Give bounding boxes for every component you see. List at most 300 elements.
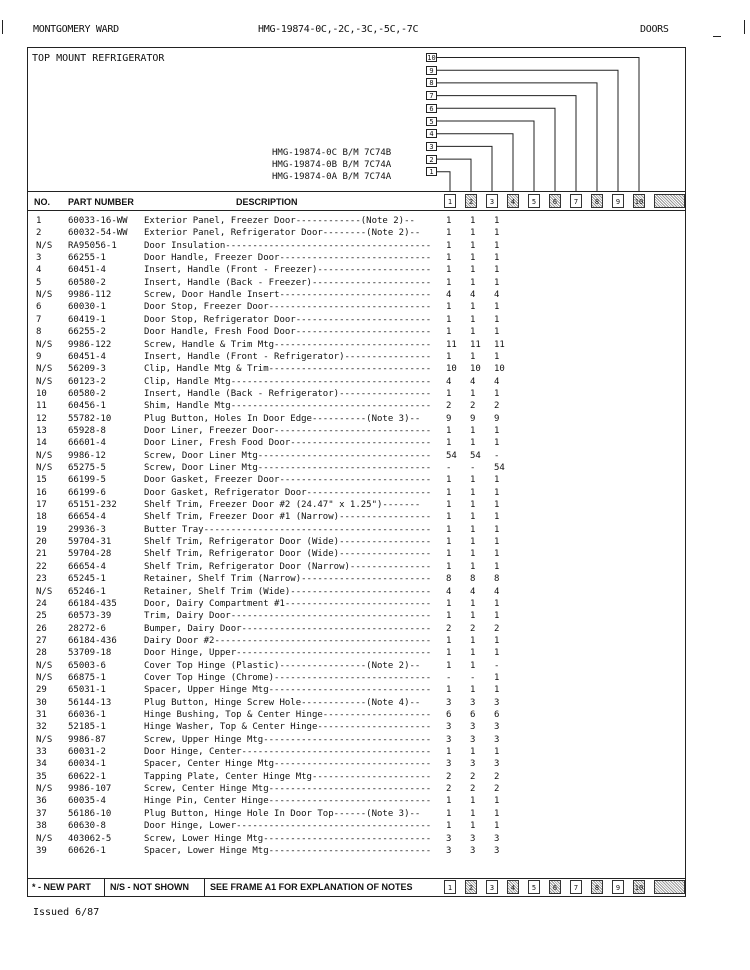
column-leader-line <box>437 121 534 191</box>
bom-label-0c: HMG-19874-0C B/M 7C74B <box>272 148 392 158</box>
item-number: N/S <box>36 339 53 350</box>
qty-col-3: 1 <box>494 808 500 819</box>
item-number: 22 <box>36 561 47 572</box>
not-shown-legend: N/S - NOT SHOWN <box>110 882 189 892</box>
qty-col-3: 1 <box>494 598 500 609</box>
qty-col-2: 1 <box>470 425 476 436</box>
table-row <box>28 624 685 634</box>
qty-col-2: 1 <box>470 635 476 646</box>
table-row <box>28 216 685 226</box>
qty-col-2: 8 <box>470 574 476 585</box>
qty-col-3: 8 <box>494 574 500 585</box>
item-number: 9 <box>36 351 42 362</box>
qty-col-3: 9 <box>494 413 500 424</box>
qty-col-3: 1 <box>494 796 500 807</box>
col-header-no: NO. <box>34 197 51 207</box>
qty-col-3: 1 <box>494 475 500 486</box>
qty-col-2: 1 <box>470 327 476 338</box>
column-number-box: 2 <box>426 155 437 164</box>
table-row <box>28 438 685 448</box>
description: Butter Tray------------------------------------------ <box>144 524 432 535</box>
description: Shelf Trim, Refrigerator Door (Wide)----------------- <box>144 537 432 548</box>
part-number: 53709-18 <box>68 648 112 659</box>
col-header-part-number: PART NUMBER <box>68 197 134 207</box>
table-row <box>28 722 685 732</box>
qty-col-3: 4 <box>494 376 500 387</box>
description: Spacer, Center Hinge Mtg----------------------------- <box>144 759 432 770</box>
item-number: 39 <box>36 845 47 856</box>
qty-col-2: 1 <box>470 216 476 226</box>
table-row <box>28 698 685 708</box>
part-number: 59704-31 <box>68 537 112 548</box>
part-number: 66654-4 <box>68 561 106 572</box>
item-number: 29 <box>36 685 47 696</box>
column-leader-line <box>437 83 597 191</box>
part-number: 65003-6 <box>68 660 106 671</box>
qty-col-2: 1 <box>470 487 476 498</box>
qty-col-3: 1 <box>494 277 500 288</box>
table-row <box>28 710 685 720</box>
qty-col-3: 1 <box>494 216 500 226</box>
qty-col-1: 3 <box>446 734 452 745</box>
qty-col-2: 1 <box>470 500 476 511</box>
description: Screw, Center Hinge Mtg------------------------------ <box>144 784 432 795</box>
column-leader-line <box>437 172 450 191</box>
qty-col-3: 6 <box>494 710 500 720</box>
description: Shelf Trim, Freezer Door #2 (24.47" x 1.25")------- <box>144 500 421 511</box>
description: Dairy Door #2---------------------------------------- <box>144 635 432 646</box>
table-row <box>28 241 685 251</box>
part-number: 60451-4 <box>68 351 106 362</box>
item-number: 6 <box>36 302 42 313</box>
column-number-cell: 10 <box>633 880 645 894</box>
part-number: 55782-10 <box>68 413 112 424</box>
part-number: RA95056-1 <box>68 240 117 251</box>
qty-col-1: - <box>446 672 452 683</box>
table-row <box>28 611 685 621</box>
table-row <box>28 414 685 424</box>
table-row <box>28 315 685 325</box>
description: Shelf Trim, Freezer Door #1 (Narrow)----------------- <box>144 512 432 523</box>
qty-col-3: 1 <box>494 240 500 251</box>
table-row <box>28 253 685 263</box>
column-number-box: 9 <box>426 66 437 75</box>
qty-col-1: 1 <box>446 549 452 560</box>
description: Door Stop, Refrigerator Door------------------------- <box>144 314 432 325</box>
qty-col-1: 1 <box>446 500 452 511</box>
description: Clip, Handle Mtg------------------------------------- <box>144 376 432 387</box>
item-number: 30 <box>36 697 47 708</box>
item-number: 1 <box>36 216 42 226</box>
qty-col-2: 10 <box>470 364 481 375</box>
part-number: 59704-28 <box>68 549 112 560</box>
column-filler-cell <box>654 880 685 894</box>
qty-col-2: 1 <box>470 821 476 832</box>
column-number-cell: 4 <box>507 880 519 894</box>
qty-col-2: 2 <box>470 784 476 795</box>
table-row <box>28 562 685 572</box>
qty-col-2: 1 <box>470 648 476 659</box>
qty-col-3: 1 <box>494 302 500 313</box>
column-number-box: 3 <box>426 142 437 151</box>
qty-col-2: 1 <box>470 685 476 696</box>
qty-col-2: 1 <box>470 660 476 671</box>
description: Spacer, Upper Hinge Mtg------------------------------ <box>144 685 432 696</box>
item-number: 15 <box>36 475 47 486</box>
table-row <box>28 661 685 671</box>
table-row <box>28 599 685 609</box>
part-number: 65245-1 <box>68 574 106 585</box>
page-edge-mark <box>2 20 3 34</box>
table-row <box>28 228 685 238</box>
item-number: 14 <box>36 438 47 449</box>
description: Door Gasket, Freezer Door---------------------------- <box>144 475 432 486</box>
qty-col-2: 1 <box>470 549 476 560</box>
qty-col-2: 1 <box>470 302 476 313</box>
qty-col-1: 1 <box>446 821 452 832</box>
part-number: 60626-1 <box>68 845 106 856</box>
qty-col-1: - <box>446 463 452 473</box>
part-number: 60032-54-WW <box>68 228 128 239</box>
table-row <box>28 512 685 522</box>
item-number: 31 <box>36 710 47 720</box>
part-number: 56209-3 <box>68 364 106 375</box>
item-number: 26 <box>36 623 47 634</box>
part-number: 60035-4 <box>68 796 106 807</box>
item-number: 2 <box>36 228 42 239</box>
part-number: 60031-2 <box>68 747 106 758</box>
issued-date: Issued 6/87 <box>33 907 100 918</box>
item-number: 12 <box>36 413 47 424</box>
qty-col-2: 1 <box>470 240 476 251</box>
item-number: 10 <box>36 388 47 399</box>
column-number-cell: 7 <box>570 880 582 894</box>
qty-col-3: 3 <box>494 845 500 856</box>
item-number: N/S <box>36 784 53 795</box>
description: Shim, Handle Mtg------------------------------------- <box>144 401 432 412</box>
qty-col-1: 1 <box>446 611 452 622</box>
qty-col-3: 11 <box>494 339 505 350</box>
qty-col-3: 1 <box>494 524 500 535</box>
qty-col-1: 1 <box>446 537 452 548</box>
qty-col-2: 1 <box>470 524 476 535</box>
table-row <box>28 525 685 535</box>
column-leader-line <box>437 134 513 191</box>
qty-col-3: 54 <box>494 463 505 473</box>
qty-col-2: 1 <box>470 561 476 572</box>
table-row <box>28 488 685 498</box>
item-number: 20 <box>36 537 47 548</box>
description: Screw, Door Handle Insert---------------------------- <box>144 290 432 301</box>
table-row <box>28 784 685 794</box>
qty-col-3: 3 <box>494 833 500 844</box>
qty-col-3: 1 <box>494 314 500 325</box>
part-number: 66199-6 <box>68 487 106 498</box>
description: Door, Dairy Compartment #1--------------------------- <box>144 598 432 609</box>
description: Insert, Handle (Back - Freezer)---------------------- <box>144 277 432 288</box>
bom-label-0b: HMG-19874-0B B/M 7C74A <box>272 160 392 170</box>
item-number: 35 <box>36 771 47 782</box>
item-number: 37 <box>36 808 47 819</box>
column-number-box: 5 <box>426 117 437 126</box>
item-number: 7 <box>36 314 42 325</box>
item-number: 27 <box>36 635 47 646</box>
description: Door Handle, Freezer Door---------------------------- <box>144 253 432 264</box>
footer-legend <box>28 878 685 896</box>
column-number-cell: 2 <box>465 194 477 208</box>
qty-col-2: 1 <box>470 598 476 609</box>
part-number: 66184-436 <box>68 635 117 646</box>
part-number: 60033-16-WW <box>68 216 128 226</box>
model-code-label: HMG-19874-0C,-2C,-3C,-5C,-7C <box>258 24 419 35</box>
qty-col-3: 1 <box>494 537 500 548</box>
qty-col-2: 1 <box>470 796 476 807</box>
table-row <box>28 821 685 831</box>
qty-col-1: 1 <box>446 648 452 659</box>
column-leader-line <box>437 58 639 192</box>
qty-col-1: 2 <box>446 623 452 634</box>
qty-col-3: 1 <box>494 425 500 436</box>
part-number: 60030-1 <box>68 302 106 313</box>
table-row <box>28 500 685 510</box>
qty-col-1: 2 <box>446 401 452 412</box>
qty-col-2: 1 <box>470 475 476 486</box>
item-number: 36 <box>36 796 47 807</box>
frame-title: TOP MOUNT REFRIGERATOR <box>32 53 165 64</box>
new-part-legend: * - NEW PART <box>32 882 91 892</box>
qty-col-1: 6 <box>446 710 452 720</box>
item-number: N/S <box>36 660 53 671</box>
description: Door Hinge, Upper------------------------------------ <box>144 648 432 659</box>
table-row <box>28 265 685 275</box>
qty-col-3: 1 <box>494 821 500 832</box>
part-number: 60573-39 <box>68 611 112 622</box>
qty-col-3: 3 <box>494 734 500 745</box>
description: Door Liner, Freezer Door----------------------------- <box>144 425 432 436</box>
qty-col-1: 2 <box>446 771 452 782</box>
qty-col-3: 1 <box>494 253 500 264</box>
qty-col-3: 1 <box>494 685 500 696</box>
description: Door Insulation-------------------------------------- <box>144 240 432 251</box>
column-number-cell: 2 <box>465 880 477 894</box>
table-row <box>28 796 685 806</box>
description: Hinge Bushing, Top & Center Hinge-------------------- <box>144 710 432 720</box>
qty-col-1: 9 <box>446 413 452 424</box>
part-number: 60622-1 <box>68 771 106 782</box>
item-number: 16 <box>36 487 47 498</box>
qty-col-2: 11 <box>470 339 481 350</box>
part-number: 9986-122 <box>68 339 112 350</box>
qty-col-2: 9 <box>470 413 476 424</box>
qty-col-1: 1 <box>446 240 452 251</box>
description: Plug Button, Hinge Hole In Door Top------(Note 3)-- <box>144 808 421 819</box>
qty-col-1: 4 <box>446 290 452 301</box>
qty-col-2: 54 <box>470 450 481 461</box>
table-row <box>28 549 685 559</box>
description: Insert, Handle (Back - Refrigerator)----------------- <box>144 388 432 399</box>
qty-col-1: 1 <box>446 438 452 449</box>
description: Spacer, Lower Hinge Mtg------------------------------ <box>144 845 432 856</box>
qty-col-3: 1 <box>494 327 500 338</box>
table-row <box>28 587 685 597</box>
qty-col-2: 1 <box>470 265 476 276</box>
qty-col-1: 1 <box>446 351 452 362</box>
part-number: 28272-6 <box>68 623 106 634</box>
description: Door Gasket, Refrigerator Door----------------------- <box>144 487 432 498</box>
qty-col-2: 4 <box>470 586 476 597</box>
description: Shelf Trim, Refrigerator Door (Wide)----------------- <box>144 549 432 560</box>
qty-col-3: 10 <box>494 364 505 375</box>
part-number: 66601-4 <box>68 438 106 449</box>
qty-col-2: 3 <box>470 759 476 770</box>
qty-col-3: 1 <box>494 648 500 659</box>
qty-col-2: 6 <box>470 710 476 720</box>
part-number: 60456-1 <box>68 401 106 412</box>
qty-col-2: 3 <box>470 845 476 856</box>
description: Cover Top Hinge (Chrome)----------------------------- <box>144 672 432 683</box>
brand-label: MONTGOMERY WARD <box>33 24 119 35</box>
table-row <box>28 574 685 584</box>
description: Insert, Handle (Front - Refrigerator)---------------- <box>144 351 432 362</box>
description: Door Hinge, Lower------------------------------------ <box>144 821 432 832</box>
item-number: 19 <box>36 524 47 535</box>
table-row <box>28 463 685 473</box>
part-number: 60451-4 <box>68 265 106 276</box>
qty-col-2: 2 <box>470 771 476 782</box>
qty-col-3: 1 <box>494 512 500 523</box>
item-number: 8 <box>36 327 42 338</box>
qty-col-2: 1 <box>470 253 476 264</box>
qty-col-1: 1 <box>446 314 452 325</box>
qty-col-1: 3 <box>446 833 452 844</box>
qty-col-3: 1 <box>494 635 500 646</box>
column-number-cell: 8 <box>591 194 603 208</box>
qty-col-1: 1 <box>446 524 452 535</box>
column-number-box: 10 <box>427 54 436 62</box>
column-number-cell: 6 <box>549 194 561 208</box>
item-number: N/S <box>36 376 53 387</box>
item-number: N/S <box>36 240 53 251</box>
part-number: 66255-1 <box>68 253 106 264</box>
column-number-box: 6 <box>426 104 437 113</box>
table-row <box>28 364 685 374</box>
qty-col-1: 1 <box>446 487 452 498</box>
item-number: 13 <box>36 425 47 436</box>
part-number: 9986-12 <box>68 450 106 461</box>
qty-col-1: 1 <box>446 425 452 436</box>
footer-divider <box>104 879 105 896</box>
description: Screw, Door Liner Mtg-------------------------------- <box>144 463 432 473</box>
col-header-description: DESCRIPTION <box>236 197 298 207</box>
qty-col-3: 1 <box>494 388 500 399</box>
qty-col-1: 1 <box>446 265 452 276</box>
qty-col-3: 3 <box>494 697 500 708</box>
part-number: 66654-4 <box>68 512 106 523</box>
part-number: 65928-8 <box>68 425 106 436</box>
item-number: 24 <box>36 598 47 609</box>
item-number: 23 <box>36 574 47 585</box>
part-number: 9986-87 <box>68 734 106 745</box>
qty-col-3: 1 <box>494 351 500 362</box>
table-row <box>28 537 685 547</box>
qty-col-1: 1 <box>446 796 452 807</box>
qty-col-2: - <box>470 463 476 473</box>
qty-col-1: 1 <box>446 228 452 239</box>
qty-col-2: 3 <box>470 734 476 745</box>
description: Exterior Panel, Refrigerator Door--------(Note 2)-- <box>144 228 421 239</box>
qty-col-3: 4 <box>494 586 500 597</box>
qty-col-2: 2 <box>470 401 476 412</box>
column-number-cell: 9 <box>612 194 624 208</box>
column-number-cell: 9 <box>612 880 624 894</box>
part-number: 56186-10 <box>68 808 112 819</box>
part-number: 52185-1 <box>68 722 106 733</box>
qty-col-1: 1 <box>446 216 452 226</box>
qty-col-2: 3 <box>470 697 476 708</box>
qty-col-3: 1 <box>494 611 500 622</box>
part-number: 60580-2 <box>68 388 106 399</box>
qty-col-1: 1 <box>446 808 452 819</box>
table-row <box>28 340 685 350</box>
column-number-cell: 4 <box>507 194 519 208</box>
qty-col-3: 1 <box>494 561 500 572</box>
qty-col-2: 1 <box>470 277 476 288</box>
qty-col-3: 1 <box>494 265 500 276</box>
part-number: 29936-3 <box>68 524 106 535</box>
qty-col-3: 1 <box>494 672 500 683</box>
column-number-cell: 5 <box>528 194 540 208</box>
qty-col-3: 2 <box>494 401 500 412</box>
description: Trim, Dairy Door------------------------------------- <box>144 611 432 622</box>
qty-col-1: 3 <box>446 759 452 770</box>
column-leader-line <box>437 70 618 191</box>
description: Bumper, Dairy Door----------------------------------- <box>144 623 432 634</box>
column-header-row <box>28 191 685 211</box>
qty-col-2: - <box>470 672 476 683</box>
description: Shelf Trim, Refrigerator Door (Narrow)--------------- <box>144 561 432 572</box>
qty-col-2: 1 <box>470 228 476 239</box>
item-number: 33 <box>36 747 47 758</box>
qty-col-2: 1 <box>470 438 476 449</box>
table-row <box>28 352 685 362</box>
qty-col-1: 1 <box>446 327 452 338</box>
qty-col-2: 1 <box>470 808 476 819</box>
table-row <box>28 648 685 658</box>
part-number: 65275-5 <box>68 463 106 473</box>
column-number-cell: 1 <box>444 194 456 208</box>
part-number: 60419-1 <box>68 314 106 325</box>
item-number: 18 <box>36 512 47 523</box>
part-number: 403062-5 <box>68 833 112 844</box>
qty-col-3: 1 <box>494 500 500 511</box>
column-filler-cell <box>654 194 685 208</box>
column-number-box: 4 <box>426 129 437 138</box>
qty-col-2: 4 <box>470 290 476 301</box>
column-leader-line <box>437 146 492 191</box>
item-number: 28 <box>36 648 47 659</box>
table-row <box>28 846 685 856</box>
section-label: DOORS <box>640 24 669 35</box>
table-row <box>28 451 685 461</box>
parts-frame <box>27 47 686 897</box>
table-row <box>28 475 685 485</box>
table-row <box>28 327 685 337</box>
qty-col-1: 1 <box>446 302 452 313</box>
part-number: 9986-107 <box>68 784 112 795</box>
description: Screw, Handle & Trim Mtg----------------------------- <box>144 339 432 350</box>
qty-col-1: 1 <box>446 598 452 609</box>
table-row <box>28 278 685 288</box>
